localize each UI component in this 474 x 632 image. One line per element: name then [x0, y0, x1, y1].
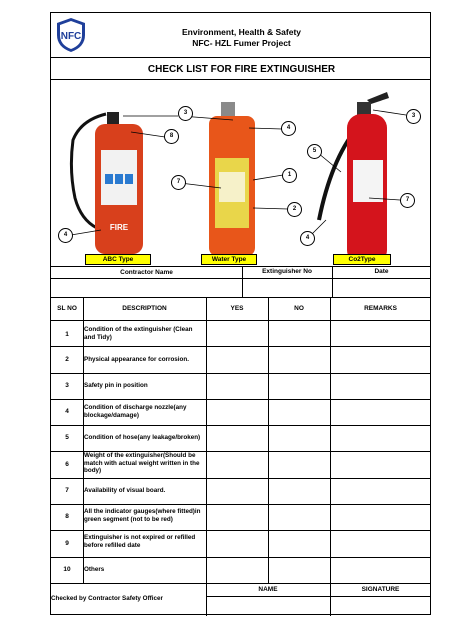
callout-water-2: 2: [287, 202, 302, 217]
row-sl: 2: [65, 356, 69, 363]
abc-body-text: FIRE: [109, 223, 129, 232]
page-title: CHECK LIST FOR FIRE EXTINGUISHER: [147, 64, 336, 75]
abc-type-label: ABC Type: [85, 254, 151, 265]
callout-abc-4: 4: [58, 228, 73, 243]
row-description: All the indicator gauges(where fitted)in green segment (not to be red): [84, 508, 201, 523]
checklist-sheet: [50, 12, 431, 615]
callout-abc-7: 7: [171, 175, 186, 190]
co2-type-label: Co2Type: [333, 254, 391, 265]
callout-co2-4: 4: [300, 231, 315, 246]
checked-by-label: Checked by Contractor Safety Officer: [51, 595, 163, 602]
row-sl: 10: [63, 566, 71, 573]
col-remarks: REMARKS: [364, 305, 397, 312]
contractor-name-label: Contractor Name: [120, 269, 173, 276]
callout-co2-5: 5: [307, 144, 322, 159]
row-description: Condition of the extinguisher (Clean and Tidy): [84, 326, 193, 341]
water-extinguisher-image: [209, 102, 255, 256]
header-line-2: NFC- HZL Fumer Project: [192, 38, 291, 48]
row-description: Physical appearance for corrosion.: [84, 356, 189, 363]
logo-text: NFC: [60, 31, 82, 42]
row-description: Safety pin in position: [84, 382, 148, 389]
row-description: Others: [84, 566, 105, 573]
row-description: Availability of visual board.: [84, 487, 166, 494]
row-sl: 6: [65, 461, 69, 468]
callout-co2-3: 3: [406, 109, 421, 124]
col-sl-no: SL NO: [57, 305, 77, 312]
row-sl: 5: [65, 434, 69, 441]
date-label: Date: [374, 268, 389, 275]
extinguisher-no-label: Extinguisher No: [262, 268, 312, 275]
row-sl: 3: [65, 382, 69, 389]
callout-abc-8: 8: [164, 129, 179, 144]
row-description: Extinguisher is not expired or refilled before refilled date: [84, 534, 196, 549]
callout-co2-7: 7: [400, 193, 415, 208]
water-type-label: Water Type: [201, 254, 257, 265]
footer-signature-label: SIGNATURE: [361, 586, 400, 593]
footer-name-label: NAME: [258, 586, 278, 593]
row-sl: 7: [65, 487, 69, 494]
row-description: Weight of the extinguisher(Should be match with actual weight written in the body): [84, 452, 200, 474]
callout-abc-3: 3: [178, 106, 193, 121]
row-description: Condition of discharge nozzle(any blockage/damage): [84, 404, 187, 419]
co2-extinguisher-image: [319, 92, 389, 264]
col-no: NO: [294, 305, 304, 312]
row-sl: 8: [65, 513, 69, 520]
row-sl: 1: [65, 331, 69, 338]
header-line-1: Environment, Health & Safety: [181, 27, 302, 37]
row-sl: 4: [65, 408, 69, 415]
callout-water-1: 1: [282, 168, 297, 183]
extinguisher-illustration: [51, 80, 431, 270]
col-description: DESCRIPTION: [122, 305, 167, 312]
row-sl: 9: [65, 540, 69, 547]
col-yes: YES: [230, 305, 244, 312]
callout-water-4: 4: [281, 121, 296, 136]
row-description: Condition of hose(any leakage/broken): [84, 434, 201, 441]
abc-extinguisher-image: [71, 112, 143, 254]
